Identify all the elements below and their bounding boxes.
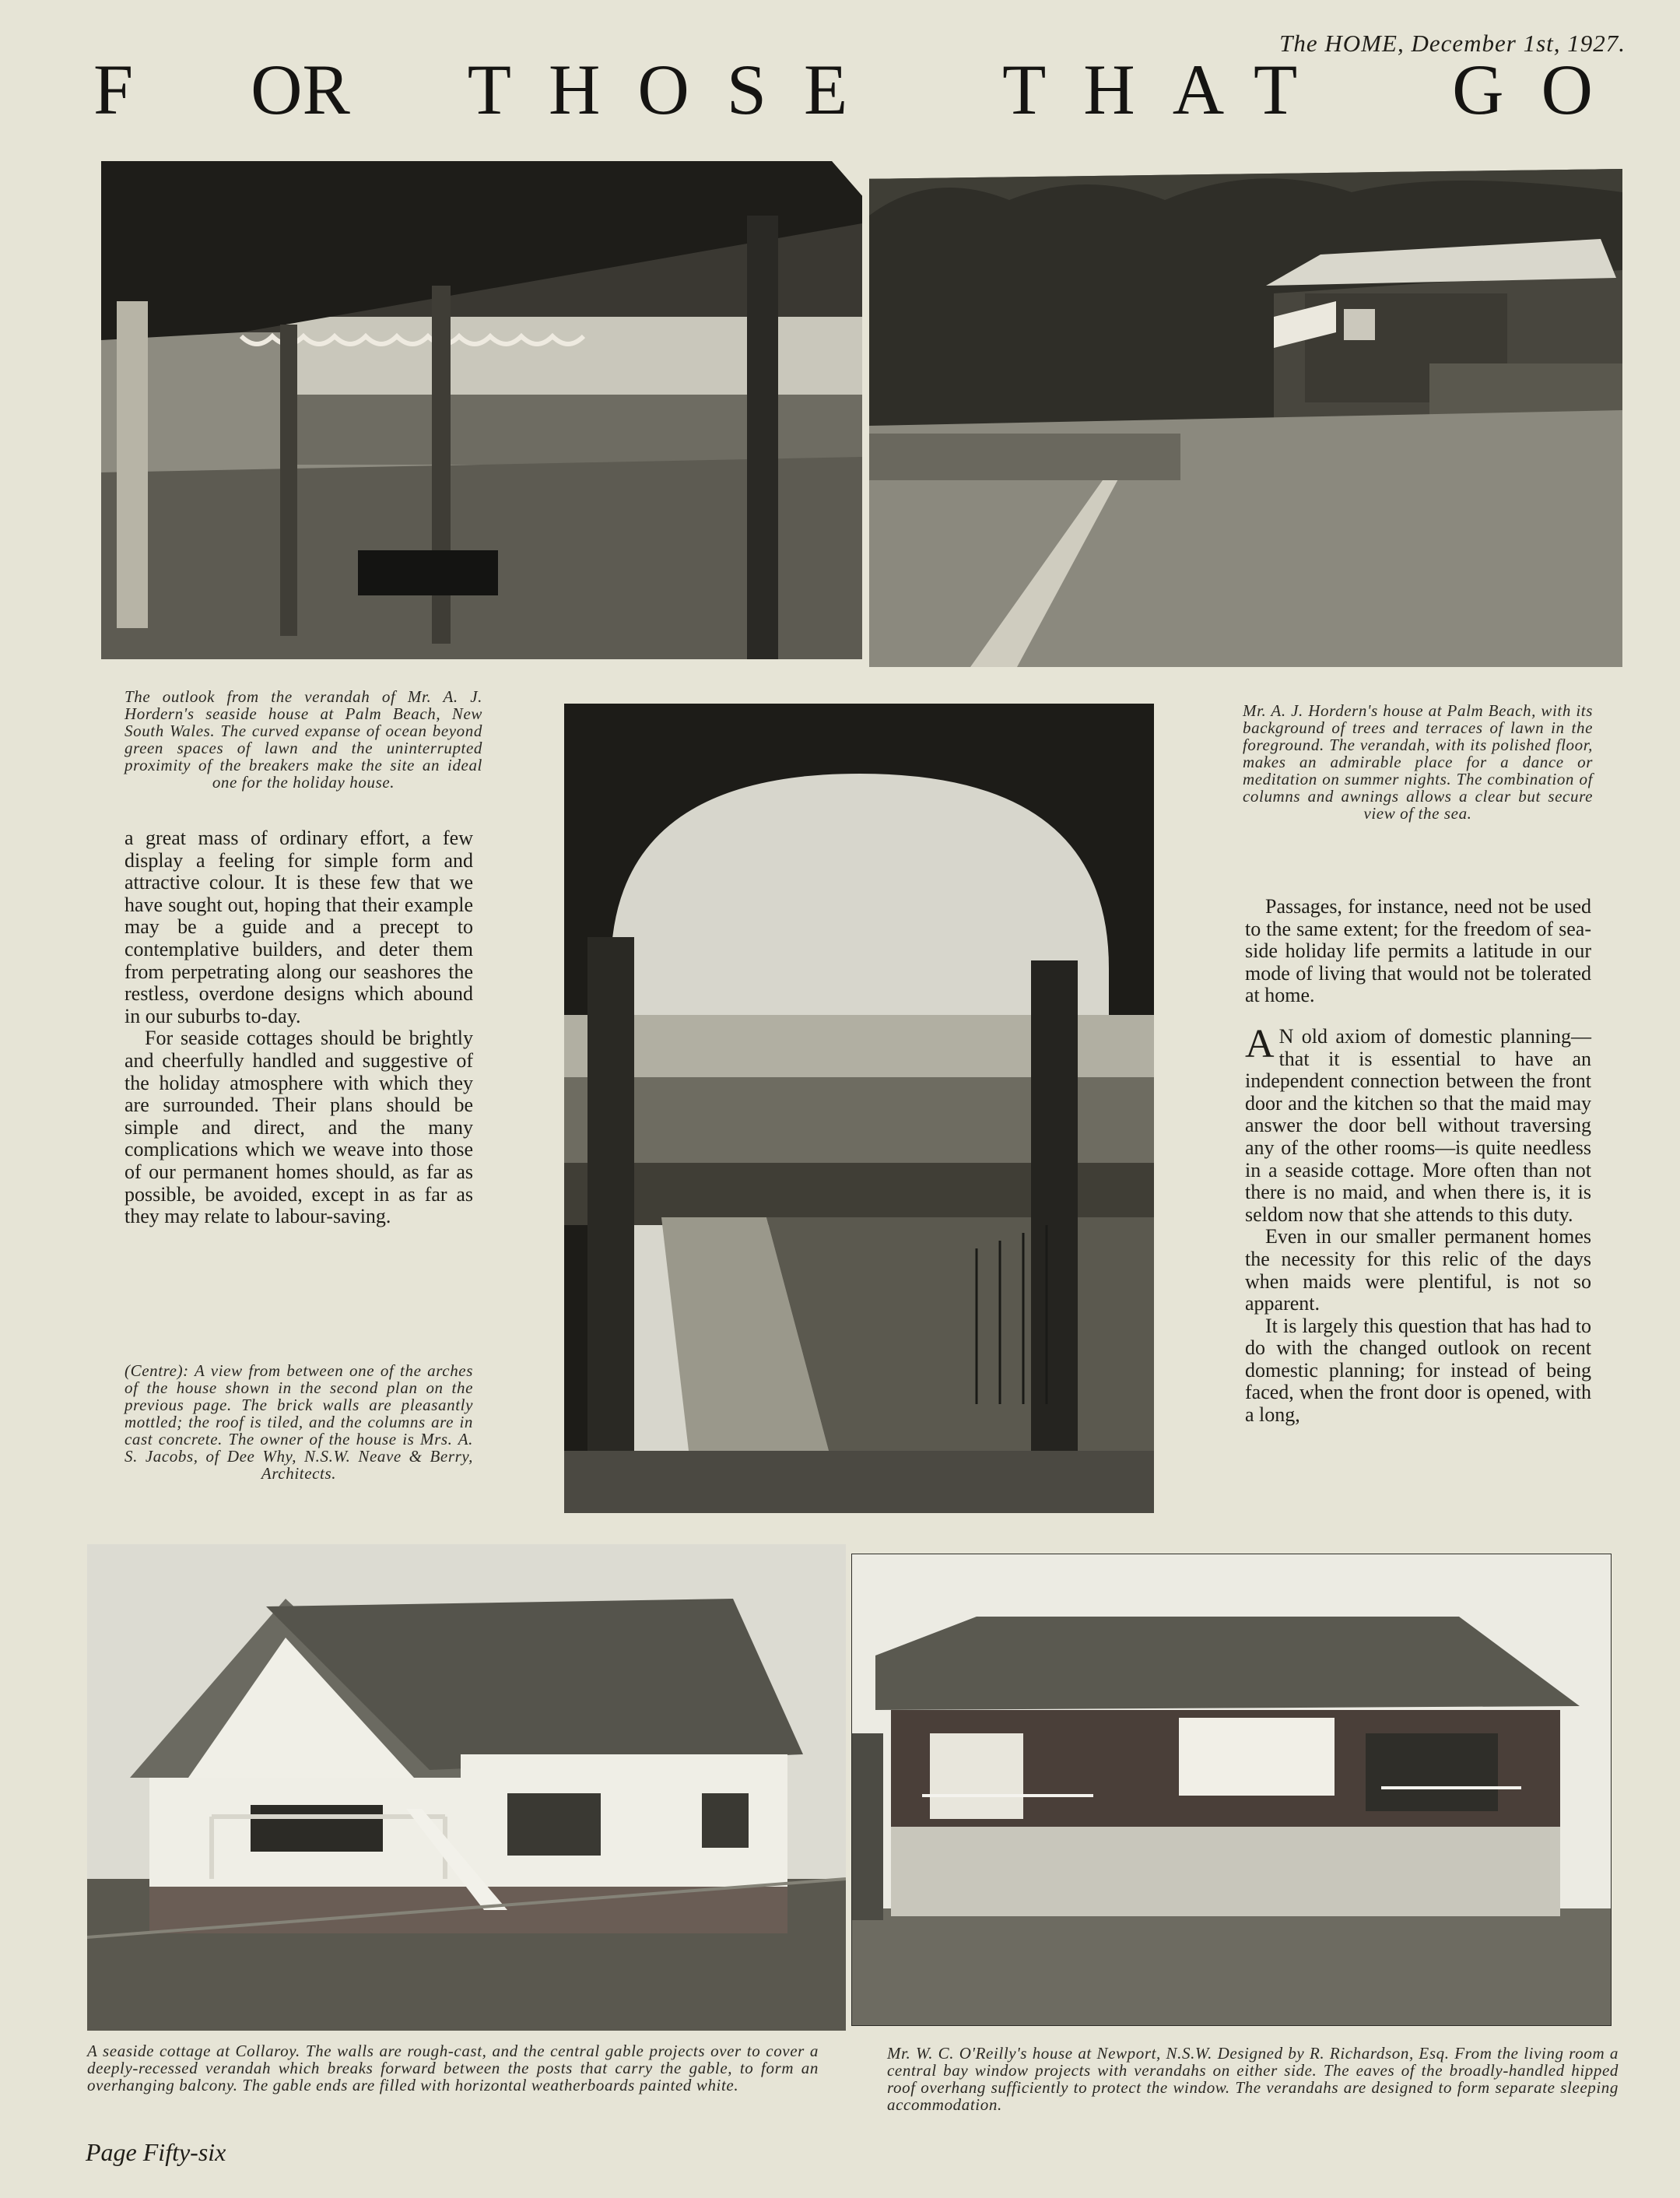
- title-word: THAT: [1002, 50, 1335, 129]
- photo-arch-view: [564, 704, 1154, 1513]
- paragraph: For seaside cottages should be brightly and cheerfully handled and suggestive of the holiday atmosphere with which they are surrounded. Their plans should be simple and direct, and the many complications which we weave into those of our permanent homes should, as far as possible, be avoided, except in as far as they may relate to labour-saving.: [125, 1027, 473, 1228]
- title-word: THOSE: [467, 50, 886, 129]
- issue-date: The HOME, December 1st, 1927.: [1279, 30, 1626, 57]
- caption-collaroy-cottage: A seaside cottage at Collaroy. The walls are rough-cast, and the central gable projects over to cover a deeply-recessed verandah which breaks forward between the posts that carry the gable, to form an overhanging balcony. The gable ends are filled with horizontal weatherboards painted white.: [87, 2042, 819, 2094]
- page-title: [93, 50, 1630, 129]
- paragraph: Passages, for instance, need not be used to the same extent; for the freedom of sea-side holiday life permits a latitude in our mode of living that would not be tolerated at home.: [1245, 895, 1591, 1007]
- paragraph: a great mass of ordinary effort, a few display a feeling for simple form and attractive colour. It is these few that we have sought out, hoping that their example may be a guide and a precept to contemplative builders, and deter them from perpetrating along our seashores the restless, overdone designs which abound in our suburbs to-day.: [125, 827, 473, 1027]
- caption-hordern-house: Mr. A. J. Hordern's house at Palm Beach, with its background of trees and terraces of lawn in the foreground. The verandah, with its polished floor, makes an admirable place for a dance or meditation on summer nights. The combination of columns and awnings allows a clear but secure view of the sea.: [1243, 701, 1593, 823]
- caption-arch-view: (Centre): A view from between one of the arches of the house shown in the second plan on the previous page. The brick walls are pleasantly mottled; the roof is tiled, and the columns are in cast concrete. The owner of the house is Mrs. A. S. Jacobs, of Dee Why, N.S.W. Neave & Berry, Architects.: [125, 1361, 473, 1483]
- paragraph: It is largely this question that has had to do with the changed outlook on recent domestic planning; for instead of being faced, when the front door is opened, with a long,: [1245, 1314, 1591, 1427]
- photo-collaroy-cottage: [87, 1544, 846, 2031]
- title-word: OR: [251, 50, 350, 129]
- dropcap: A: [1245, 1021, 1275, 1066]
- caption-verandah-outlook: The outlook from the verandah of Mr. A. J. Hordern's seaside house at Palm Beach, New South Wales. The curved expanse of ocean beyond green spaces of lawn and the uninterrupted proximity of the breakers make the site an ideal one for the holiday house.: [125, 687, 482, 792]
- article-left-column: [125, 827, 473, 1228]
- paragraph-dropcap: [1245, 1021, 1591, 1226]
- title-word: GO: [1452, 50, 1630, 129]
- photo-hordern-house: [869, 169, 1622, 667]
- photo-newport-house: [852, 1554, 1611, 2025]
- paragraph-text: N old axiom of domestic planning—that it is essential to have an independent connection between the front door and the kitchen so that the maid may answer the door bell without traversing any of the other rooms—is quite needless in a seaside cottage. More often than not there is no maid, and when there is, it is seldom now that she attends to this duty.: [1245, 1024, 1591, 1226]
- caption-newport-house: Mr. W. C. O'Reilly's house at Newport, N.S.W. Designed by R. Richardson, Esq. From the living room a central bay window projects with verandahs on either side. The eaves of the broadly-handled hipped roof overhang sufficiently to protect the window. The verandahs are designed to form separate sleeping accommodation.: [887, 2044, 1619, 2114]
- article-right-column: [1245, 896, 1591, 1427]
- photo-verandah-outlook: [101, 161, 862, 659]
- page-number: Page Fifty-six: [86, 2138, 226, 2166]
- paragraph: Even in our smaller permanent homes the necessity for this relic of the days when maids were plentiful, is not so apparent.: [1245, 1225, 1591, 1315]
- title-word: F: [93, 50, 134, 129]
